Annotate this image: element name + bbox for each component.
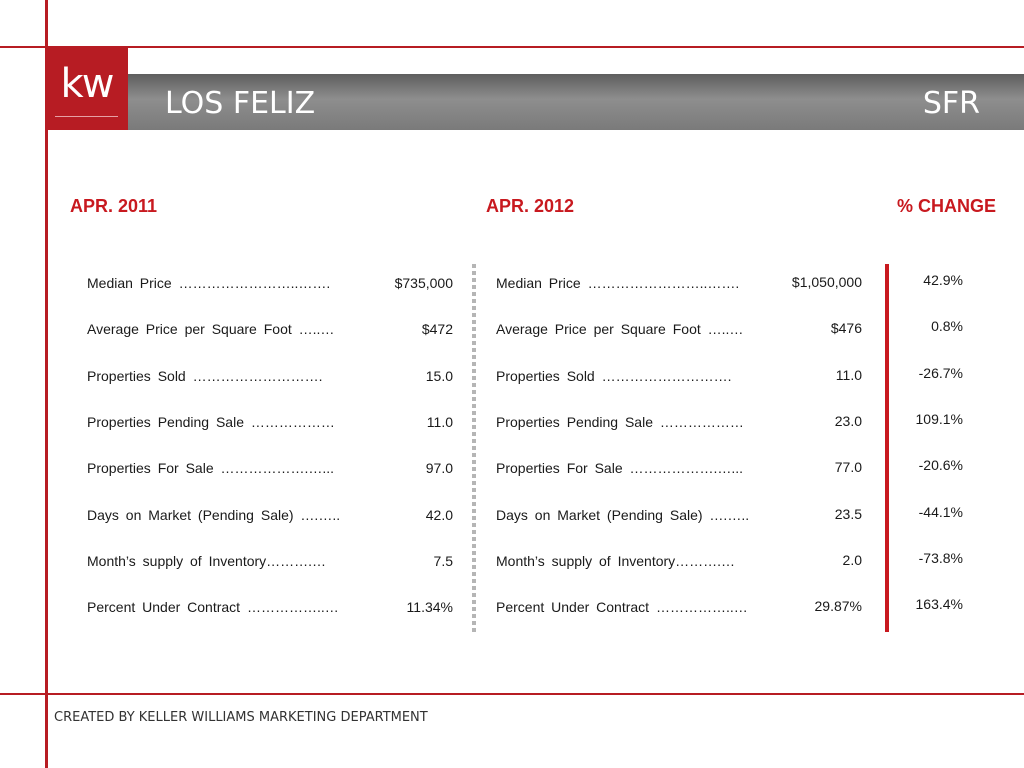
title-bar (128, 74, 1024, 130)
red-column-divider (885, 264, 889, 632)
row-value-2012: 11.0 (835, 367, 862, 383)
row-label-2012: Days on Market (Pending Sale) ….….. (496, 507, 750, 523)
row-percent-change: -26.7% (918, 365, 963, 381)
row-label-2012: Properties For Sale ……………….…... (496, 460, 744, 476)
row-label-2011: Properties For Sale ……………….…... (87, 460, 335, 476)
row-value-2011: 7.5 (433, 553, 453, 569)
row-label-2011: Percent Under Contract ……………..… (87, 599, 339, 615)
kw-logo-text: kw (60, 61, 113, 107)
row-label-2011: Month’s supply of Inventory……….… (87, 553, 327, 569)
dotted-column-divider (472, 264, 476, 632)
row-value-2012: 77.0 (834, 459, 862, 475)
row-label-2011: Days on Market (Pending Sale) ….….. (87, 507, 341, 523)
row-label-2012: Average Price per Square Foot …..… (496, 321, 744, 337)
row-label-2011: Properties Pending Sale ……………… (87, 414, 335, 430)
row-value-2011: 15.0 (425, 368, 453, 384)
row-percent-change: 42.9% (923, 272, 963, 288)
row-label-2012: Properties Sold ………………………. (496, 368, 732, 384)
heading-apr-2011: APR. 2011 (70, 196, 158, 216)
row-value-2011: $735,000 (394, 275, 453, 291)
row-percent-change: -73.8% (918, 550, 963, 566)
row-label-2011: Median Price ……………………..……. (87, 275, 331, 291)
property-type: SFR (922, 86, 980, 121)
row-value-2012: 23.5 (834, 506, 862, 522)
logo-underline (55, 116, 118, 117)
row-value-2011: 97.0 (425, 460, 453, 476)
area-title: LOS FELIZ (165, 86, 316, 121)
kw-logo (45, 48, 128, 130)
row-percent-change: 0.8% (931, 318, 963, 334)
footer-credit: CREATED BY KELLER WILLIAMS MARKETING DEPARTMENT (54, 710, 428, 725)
row-value-2011: 11.0 (426, 414, 453, 430)
heading-percent-change: % CHANGE (896, 196, 996, 216)
bottom-red-rule (0, 693, 1024, 695)
row-value-2011: 11.34% (406, 599, 453, 615)
row-value-2011: 42.0 (425, 507, 453, 523)
row-value-2012: $476 (830, 320, 862, 336)
row-label-2012: Percent Under Contract ……………..… (496, 599, 748, 615)
row-value-2012: 23.0 (834, 413, 862, 429)
row-value-2012: 2.0 (842, 552, 862, 568)
heading-apr-2012: APR. 2012 (486, 196, 575, 216)
row-label-2011: Average Price per Square Foot …..… (87, 321, 335, 337)
row-percent-change: 109.1% (915, 411, 963, 427)
row-percent-change: 163.4% (915, 596, 963, 612)
row-percent-change: -20.6% (918, 457, 963, 473)
row-label-2011: Properties Sold ………………………. (87, 368, 323, 384)
row-label-2012: Median Price ……………………..……. (496, 275, 740, 291)
row-label-2012: Properties Pending Sale ……………… (496, 414, 744, 430)
top-red-rule (0, 46, 1024, 48)
row-value-2011: $472 (421, 321, 453, 337)
row-label-2012: Month’s supply of Inventory……….… (496, 553, 736, 569)
row-value-2012: 29.87% (814, 598, 862, 614)
row-value-2012: $1,050,000 (791, 274, 862, 290)
row-percent-change: -44.1% (918, 504, 963, 520)
